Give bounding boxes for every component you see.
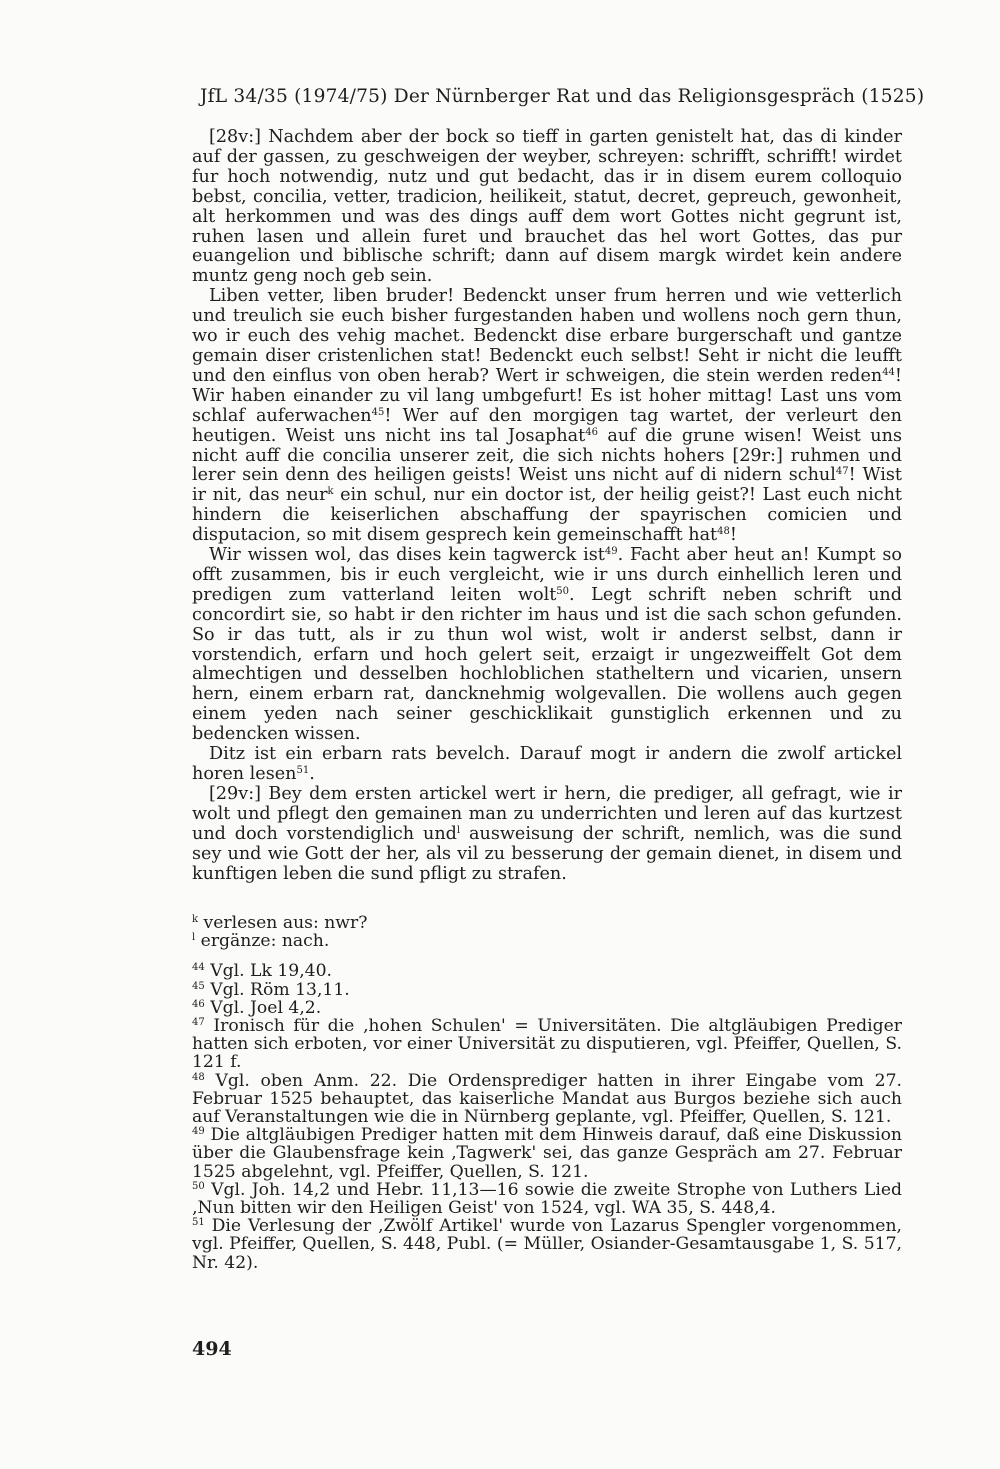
footnote-text: Vgl. Joh. 14,2 und Hebr. 11,13—16 sowie die zweite Strophe von Luthers Lied ‚Nun bitten wir den Heiligen Geist' von 1524, vgl. WA 35, S. 448,4. [192,1179,902,1219]
footnote-ref: 45 [371,406,385,418]
footnote [192,1181,902,1217]
text-run: . Facht aber heut an! Kumpt so offt zusammen, bis ir euch vergleicht, wie ir uns durch einhellich leren und predigen zum vatterland leiten wolt [192,545,902,605]
paragraph [192,287,902,546]
footnote [192,1017,902,1072]
footnote-text: Die Verlesung der ‚Zwölf Artikel' wurde von Lazarus Spengler vorgenommen, vgl. Pfeiffer, Quellen, S. 448, Publ. (= Müller, Osiander-Gesamtausgabe 1, S. 517, Nr. 42). [192,1216,902,1273]
footnote-text: Vgl. oben Anm. 22. Die Ordensprediger hatten in ihrer Eingabe vom 27. Februar 1525 behauptet, das kaiserliche Mandat aus Burgos beziehe sich auch auf Veranstaltungen wie die in Nürnberg geplante, vgl. Pfeiffer, Quellen, S. 121. [192,1070,903,1128]
footnote-ref: 44 [882,366,895,378]
text-run: ausweisung der schrift, nemlich, was die sund sey und wie Gott der her, als vil zu besserung der gemain dienet, in disem und kunftigen leben die sund pfligt zu strafen. [192,823,902,884]
footnote-text: Vgl. Röm 13,11. [210,979,350,1000]
footnote-mark: 50 [192,1180,205,1192]
footnote-mark: 44 [192,962,205,974]
footnote-mark: 46 [192,998,205,1010]
paragraph [192,546,902,745]
footnote-text: Vgl. Lk 19,40. [210,961,333,982]
footnote-ref: 49 [604,546,618,558]
running-head: JfL 34/35 (1974/75) Der Nürnberger Rat und das Religionsgespräch (1525) [200,86,925,107]
text-run: [28v:] Nachdem aber der bock so tieff in garten genistelt hat, das di kinder auf der gassen, zu geschweigen der weyber, schreyen: schrifft, schrifft! wirdet fur hoch notwendig, nutz und gut bedacht, das ir in disem eurem colloquio bebst, concilia, vetter, tradicion, heilikeit, statut, decret, gepreuch, gewonheit, alt herkommen und was des dings auff dem wort Gottes nicht gegrunt ist, ruhen lasen und allein furet und brauchet das hel wort Gottes, das pur euangelion und biblische schrift; dann auf disem margk wirdet kein andere muntz geng noch geb sein. [192,127,902,287]
page-number: 494 [192,1338,232,1360]
text-run: Ditz ist ein erbarn rats bevelch. Darauf mogt ir andern die zwolf artickel horen lesen [192,744,902,784]
footnote [192,932,902,950]
footnote-mark: 51 [192,1217,205,1229]
footnote [192,914,902,932]
footnote [192,962,902,980]
paragraph [192,128,902,287]
footnote [192,999,902,1017]
footnote-text: Die altgläubigen Prediger hatten mit dem Hinweis darauf, daß eine Diskussion über die Glaubensfrage kein ‚Tagwerk' sei, das ganze Gespräch am 27. Februar 1525 abgelehnt, vgl. Pfeiffer, Quellen, S. 121. [192,1125,902,1182]
footnote-ref: 46 [585,426,598,438]
text-run: Liben vetter, liben bruder! Bedenckt unser frum herren und wie vetterlich und treulich sie euch bisher furgestanden haben und wollens noch gern thun, wo ir euch des vehig machet. Bedenckt dise erbare burgerschaft und gantze gemain diser cristenlichen stat! Bedenckt euch selbst! Seht ir nicht die leufft und den einflus von oben herab? Wert ir schweigen, die stein werden reden [192,286,902,386]
footnote-mark: 45 [192,980,205,992]
text-run: ! Wist ir nit, das neur [192,465,902,506]
footnote-mark: l [192,932,196,944]
footnote [192,1126,902,1181]
footnote-ref: 48 [717,526,730,538]
footnotes [192,914,902,1272]
text-run: . Legt schrift neben schrift und concordirt sie, so habt ir den richter im haus und ist die sach schon gefunden. So ir das tutt, als ir zu thun wol wist, wolt ir anderst selbst, dann ir vorstendich, erfarn und hoch gelert seit, erzaigt ir ungezweiffelt Got dem almechtigen und desselben hochloblichen statheltern und vicarien, unsern hern, einem erbarn rat, dancknehmig wolgevallen. Die wollens auch gegen einem yeden nach seiner geschicklikait gunstiglich erkennen und zu bedencken wissen. [192,584,903,745]
footnote-mark: 48 [192,1071,205,1083]
footnote-ref: l [456,824,461,836]
text-run: ! [729,525,737,546]
text-run: [29v:] Bey dem ersten artickel wert ir hern, die prediger, all gefragt, wie ir wolt und pflegt den gemainen man zu underrichten und leren auf das kurtzest und doch vorstendiglich und [192,783,902,844]
footnote-text: verlesen aus: nwr? [203,913,368,933]
footnote-ref: 47 [835,466,849,478]
main-text [192,128,902,884]
footnote-text: Ironisch für die ‚hohen Schulen' = Universitäten. Die altgläubigen Prediger hatten sich erboten, vor einer Universität zu disputieren, vgl. Pfeiffer, Quellen, S. 121 f. [192,1016,902,1073]
footnote-mark: 47 [192,1017,205,1029]
text-run: ! Wer auf den morgigen tag wartet, der verleurt den heutigen. Weist uns nicht ins tal Josaphat [192,405,902,446]
footnote [192,1072,902,1127]
footnote [192,1217,902,1272]
footnote-text: ergänze: nach. [200,931,330,952]
footnote [192,981,902,999]
text-run: . [309,764,315,784]
footnote-text: Vgl. Joel 4,2. [210,997,322,1018]
paragraph [192,745,902,785]
text-run: ein schul, nur ein doctor ist, der heilig geist?! Last euch nicht hindern die keiserlichen abschaffung der spayrischen comicien und disputacion, so mit disem gesprech kein gemeinschafft hat [192,485,903,546]
paragraph [192,785,902,885]
footnote-ref: k [327,486,334,498]
footnote-ref: 50 [556,585,570,597]
text-run: ! Wir haben einander zu vil lang umbgefurt! Es ist hoher mittag! Last uns vom schlaf auferwachen [192,365,902,426]
footnote-mark: 49 [192,1126,205,1138]
text-run: auf die grune wisen! Weist uns nicht auff die concilia unserer zeit, die sich nichts hohers [29r:] ruhmen und lerer sein denn des heiligen geists! Weist uns nicht auf di nidern schul [192,425,902,486]
footnote-mark: k [192,914,199,925]
text-run: Wir wissen wol, das dises kein tagwerck ist [209,545,605,566]
footnote-ref: 51 [296,765,310,776]
